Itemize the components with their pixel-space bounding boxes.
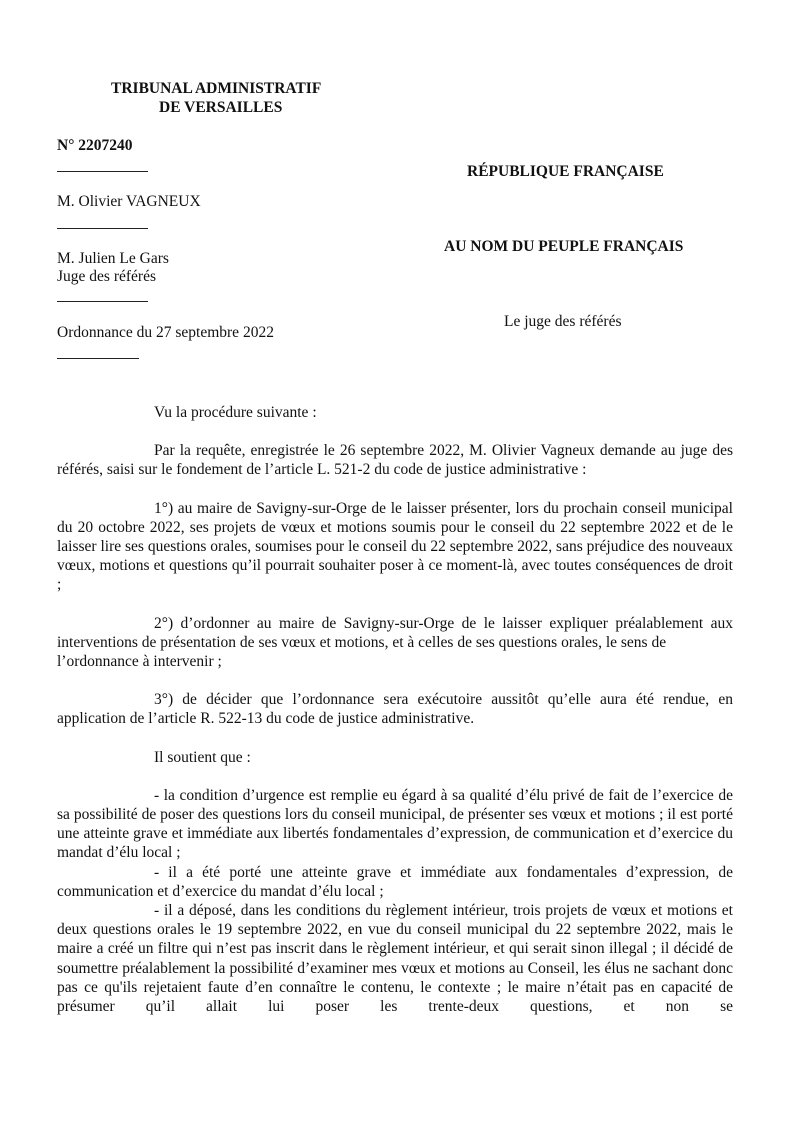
republic-heading: RÉPUBLIQUE FRANÇAISE xyxy=(467,163,664,180)
court-name-line1: TRIBUNAL ADMINISTRATIF xyxy=(111,80,322,97)
argues-paragraph: Il soutient que : xyxy=(154,748,251,766)
order-date: Ordonnance du 27 septembre 2022 xyxy=(57,324,274,341)
case-number: N° 2207240 xyxy=(57,137,133,154)
request-paragraph: Par la requête, enregistrée le 26 septembre 2022, M. Olivier Vagneux demande au juge des référés, saisi sur le fondement de l’article L. 521-2 du code de justice administrative : xyxy=(57,442,733,479)
judge-role: Juge des référés xyxy=(57,268,156,285)
intro-paragraph: Vu la procédure suivante : xyxy=(154,404,317,421)
argument-2: - il a été porté une atteinte grave et immédiate aux fondamentales d’expression, de communication et d’exercice du mandat d’élu local ; xyxy=(57,863,733,900)
request-point-3: 3°) de décider que l’ordonnance sera exécutoire aussitôt qu’elle aura été rendue, en application de l’article R. 522-13 du code de justice administrative. xyxy=(57,691,733,728)
people-heading: AU NOM DU PEUPLE FRANÇAIS xyxy=(444,238,684,255)
request-point-2: 2°) d’ordonner au maire de Savigny-sur-Orge de le laisser expliquer préalablement aux interventions de présentation de ses vœux et motions, et à celles de ses questions orales, le sens de xyxy=(57,614,733,651)
party-name: M. Olivier VAGNEUX xyxy=(57,193,201,210)
argument-1: - la condition d’urgence est remplie eu égard à sa qualité d’élu privé de fait de l’exercice de sa possibilité de poser des questions lors du conseil municipal, de présenter ses vœux et motions ; il est porté une atteinte grave et immédiate aux libertés fondamentales d’expression, de communication et d’exercice du mandat d’élu local ; xyxy=(57,786,733,862)
divider xyxy=(57,301,148,302)
document-body xyxy=(57,403,733,1016)
court-name-line2: DE VERSAILLES xyxy=(159,99,283,116)
request-point-1: 1°) au maire de Savigny-sur-Orge de le laisser présenter, lors du prochain conseil municipal du 20 octobre 2022, ses projets de vœux et motions soumis pour le conseil du 22 septembre 2022 et de le laisser lire ses questions orales, soumises pour le conseil du 22 septembre 2022, sans préjudice des nouveaux vœux, motions et questions qu’il pourrait souhaiter poser à ce moment-là, avec toutes conséquences de droit ; xyxy=(57,499,733,594)
judge-title: Le juge des référés xyxy=(504,313,622,330)
divider xyxy=(57,358,139,359)
request-point-2-continued: l’ordonnance à intervenir ; xyxy=(57,653,222,671)
argument-3: - il a déposé, dans les conditions du règlement intérieur, trois projets de vœux et motions et deux questions orales le 19 septembre 2022, en vue du conseil municipal du 22 septembre 2022, mais le maire a créé un filtre qui n’est pas inscrit dans le règlement intérieur, et qui serait sinon illegal ; il décidé de soumettre préalablement la possibilité d’examiner mes vœux et motions au Conseil, les élus ne sachant donc pas ce qu'ils rejetaient faute d’en connaître le contenu, le contexte ; le maire n’était pas en capacité de présumer qu’il allait lui poser les trente-deux questions, et non se xyxy=(57,902,733,1016)
divider xyxy=(57,171,148,172)
divider xyxy=(57,228,148,229)
judge-name: M. Julien Le Gars xyxy=(57,250,169,267)
